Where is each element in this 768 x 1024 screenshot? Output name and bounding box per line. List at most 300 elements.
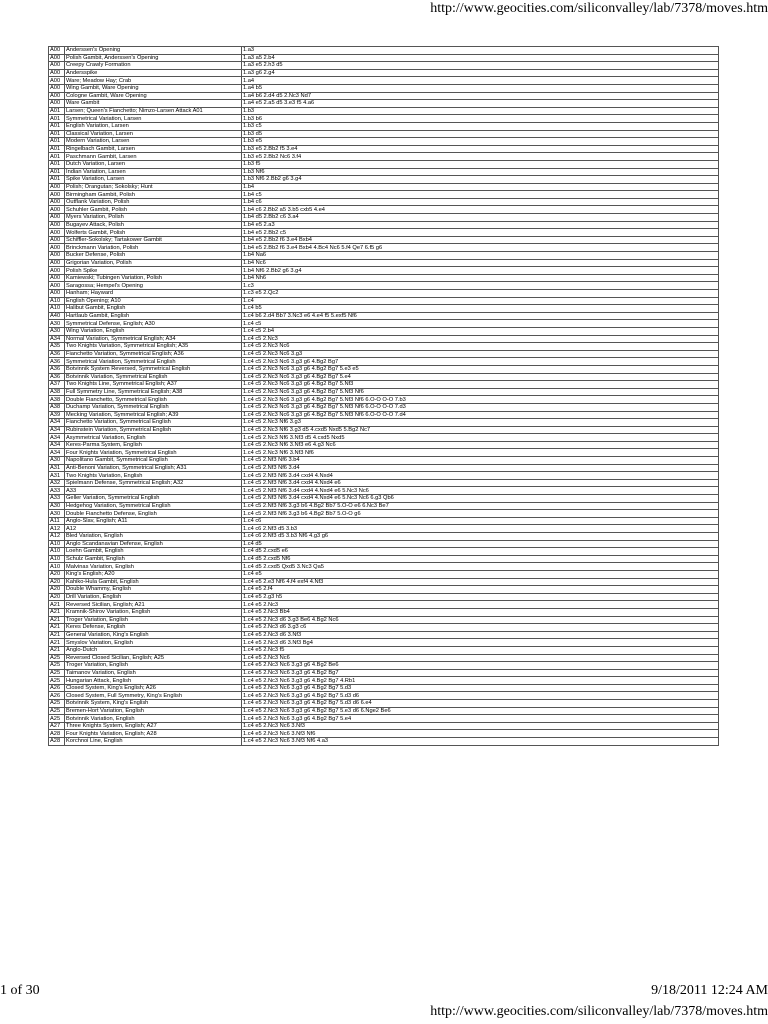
table-row	[49, 434, 719, 442]
moves-cell: 1.b4 d5 2.Bb2 c6 3.a4	[242, 214, 719, 222]
moves-cell: 1.c4 c5 2.Nc3 Nc6 3.g3	[242, 350, 719, 358]
table-row	[49, 327, 719, 335]
table-row	[49, 191, 719, 199]
eco-cell: A25	[49, 654, 65, 662]
eco-cell: A00	[49, 183, 65, 191]
moves-cell: 1.c4 c5 2.Nf3 Nf6 3.d4 cxd4 4.Nxd4 e6 5.Nc3 Nc6	[242, 487, 719, 495]
table-row	[49, 403, 719, 411]
eco-cell: A00	[49, 206, 65, 214]
eco-cell: A00	[49, 191, 65, 199]
opening-name-cell: Symmetrical Variation, Symmetrical English	[65, 358, 242, 366]
moves-cell: 1.c4 c5 2.Nf3 Nf6 3.g3 b6 4.Bg2 Bb7 5.O-O e6 6.Nc3 Be7	[242, 502, 719, 510]
opening-name-cell: Kramnik-Shirov Variation, English	[65, 608, 242, 616]
moves-cell: 1.b4	[242, 183, 719, 191]
table-row	[49, 92, 719, 100]
opening-name-cell: Mecking Variation, Symmetrical English; A39	[65, 411, 242, 419]
table-row	[49, 639, 719, 647]
table-row	[49, 153, 719, 161]
table-row	[49, 669, 719, 677]
opening-name-cell: Grigorian Variation, Polish	[65, 259, 242, 267]
opening-name-cell: English Opening; A10	[65, 297, 242, 305]
eco-cell: A34	[49, 441, 65, 449]
table-row	[49, 646, 719, 654]
table-row	[49, 62, 719, 70]
eco-cell: A34	[49, 335, 65, 343]
table-row	[49, 396, 719, 404]
opening-name-cell: Polish Gambit, Anderssen's Opening	[65, 54, 242, 62]
moves-cell: 1.c4 e5	[242, 570, 719, 578]
eco-cell: A10	[49, 305, 65, 313]
opening-name-cell: Bremen-Hort Variation, English	[65, 707, 242, 715]
opening-name-cell: General Variation, King's English	[65, 631, 242, 639]
moves-cell: 1.c4 c5 2.Nf3 Nf6 3.d4 cxd4 4.Nxd4 e6	[242, 479, 719, 487]
page-number: 1 of 30	[0, 983, 40, 998]
opening-name-cell: Halibut Gambit, English	[65, 305, 242, 313]
table-row	[49, 252, 719, 260]
table-row	[49, 722, 719, 730]
eco-cell: A20	[49, 593, 65, 601]
eco-cell: A01	[49, 115, 65, 123]
moves-cell: 1.c4 c5 2.Nc3 Nc6 3.g3 g6 4.Bg2 Bg7 5.Nf3 Nf6 6.O-O O-O 7.d4	[242, 411, 719, 419]
table-row	[49, 236, 719, 244]
opening-name-cell: Napolitano Gambit, Symmetrical English	[65, 457, 242, 465]
table-row	[49, 84, 719, 92]
table-row	[49, 608, 719, 616]
table-row	[49, 350, 719, 358]
table-row	[49, 320, 719, 328]
table-row	[49, 358, 719, 366]
opening-name-cell: Polish Spike	[65, 267, 242, 275]
table-row	[49, 570, 719, 578]
table-row	[49, 297, 719, 305]
moves-cell: 1.c4 e5 2.Nc3 Nc6 3.g3 g6 4.Bg2 Bg7 5.d3	[242, 684, 719, 692]
table-row	[49, 122, 719, 130]
table-row	[49, 282, 719, 290]
moves-cell: 1.c4 e5 2.Nc3 d6 3.g3 c6	[242, 624, 719, 632]
eco-cell: A21	[49, 601, 65, 609]
eco-cell: A21	[49, 639, 65, 647]
table-row	[49, 593, 719, 601]
opening-name-cell: Indian Variation, Larsen	[65, 168, 242, 176]
table-row	[49, 176, 719, 184]
eco-cell: A33	[49, 487, 65, 495]
moves-cell: 1.c4 e5 2.Nc3 d6 3.g3 Be6 4.Bg2 Nc6	[242, 616, 719, 624]
eco-cell: A38	[49, 403, 65, 411]
moves-cell: 1.b3 Nf6	[242, 168, 719, 176]
moves-cell: 1.c4 e5 2.Nc3 Nc6 3.g3 g6 4.Bg2 Bg7 5.d3 d6 6.e4	[242, 700, 719, 708]
opening-name-cell: Four Knights Variation, Symmetrical English	[65, 449, 242, 457]
table-row	[49, 715, 719, 723]
moves-cell: 1.a3 g6 2.g4	[242, 69, 719, 77]
table-row	[49, 365, 719, 373]
eco-cell: A21	[49, 608, 65, 616]
eco-cell: A01	[49, 145, 65, 153]
opening-name-cell: King's English; A20	[65, 570, 242, 578]
eco-cell: A25	[49, 662, 65, 670]
table-row	[49, 244, 719, 252]
opening-name-cell: Asymmetrical Variation, English	[65, 434, 242, 442]
moves-cell: 1.b3 c5	[242, 122, 719, 130]
table-row	[49, 449, 719, 457]
eco-cell: A01	[49, 160, 65, 168]
table-row	[49, 730, 719, 738]
eco-cell: A00	[49, 100, 65, 108]
eco-cell: A10	[49, 548, 65, 556]
eco-cell: A00	[49, 259, 65, 267]
opening-name-cell: Bled Variation, English	[65, 533, 242, 541]
table-row	[49, 54, 719, 62]
table-row	[49, 464, 719, 472]
moves-cell: 1.b4 e5 2.Bb2 f6 3.e4 Bxb4	[242, 236, 719, 244]
eco-cell: A10	[49, 297, 65, 305]
opening-name-cell: Korchnoi Line, English	[65, 738, 242, 746]
opening-name-cell: A12	[65, 525, 242, 533]
moves-cell: 1.c4 c5 2.b4	[242, 327, 719, 335]
eco-cell: A32	[49, 479, 65, 487]
moves-cell: 1.b3 e5 2.Bb2 Nc6 3.f4	[242, 153, 719, 161]
moves-cell: 1.b4 Nc6	[242, 259, 719, 267]
opening-name-cell: Hanham; Hayward	[65, 290, 242, 298]
eco-cell: A20	[49, 578, 65, 586]
table-row	[49, 312, 719, 320]
eco-cell: A36	[49, 373, 65, 381]
header-url: http://www.geocities.com/siliconvalley/lab/7378/moves.htm	[430, 1, 768, 16]
opening-name-cell: Classical Variation, Larsen	[65, 130, 242, 138]
opening-name-cell: Botvinnik System Reversed, Symmetrical English	[65, 365, 242, 373]
moves-cell: 1.c4 e5 2.Nc3 Nc6 3.g3 g6 4.Bg2 Bg7 5.e3 d6 6.Nge2 Be6	[242, 707, 719, 715]
eco-cell: A00	[49, 244, 65, 252]
eco-cell: A00	[49, 252, 65, 260]
table-row	[49, 662, 719, 670]
opening-name-cell: Outflank Variation, Polish	[65, 198, 242, 206]
table-row	[49, 411, 719, 419]
table-row	[49, 510, 719, 518]
opening-name-cell: Double Whammy, English	[65, 586, 242, 594]
table-row	[49, 335, 719, 343]
table-row	[49, 388, 719, 396]
eco-cell: A31	[49, 472, 65, 480]
opening-name-cell: Dutch Variation, Larsen	[65, 160, 242, 168]
table-row	[49, 502, 719, 510]
eco-cell: A00	[49, 290, 65, 298]
opening-name-cell: Keres-Parma System, English	[65, 441, 242, 449]
eco-cell: A28	[49, 738, 65, 746]
opening-name-cell: Troger Variation, English	[65, 616, 242, 624]
moves-cell: 1.c4 c5 2.Nf3 Nf6 3.b4	[242, 457, 719, 465]
opening-name-cell: Cologne Gambit, Ware Opening	[65, 92, 242, 100]
opening-name-cell: Keres Defense, English	[65, 624, 242, 632]
moves-cell: 1.c4 e5 2.Nc3 Nc6	[242, 654, 719, 662]
eco-cell: A39	[49, 411, 65, 419]
moves-cell: 1.c4 c5 2.Nf3 Nf6 3.d4	[242, 464, 719, 472]
opening-name-cell: Ringelbach Gambit, Larsen	[65, 145, 242, 153]
eco-cell: A25	[49, 700, 65, 708]
eco-cell: A21	[49, 616, 65, 624]
opening-name-cell: A33	[65, 487, 242, 495]
moves-cell: 1.c4 b5	[242, 305, 719, 313]
table-row	[49, 624, 719, 632]
eco-cell: A30	[49, 327, 65, 335]
table-row	[49, 198, 719, 206]
table-row	[49, 487, 719, 495]
moves-cell: 1.b3 e5 2.Bb2 f5 3.e4	[242, 145, 719, 153]
moves-cell: 1.c4 c5 2.Nc3 Nc6 3.g3 g6 4.Bg2 Bg7 5.e4	[242, 373, 719, 381]
opening-name-cell: Fianchetto Variation, Symmetrical English	[65, 419, 242, 427]
moves-cell: 1.c4 d5 2.cxd5 e6	[242, 548, 719, 556]
opening-name-cell: Two Knights Variation, Symmetrical English; A35	[65, 343, 242, 351]
moves-cell: 1.b4 e5 2.Bb2 f6 3.e4 Bxb4 4.Bc4 Nc6 5.f4 Qe7 6.f5 g6	[242, 244, 719, 252]
table-row	[49, 700, 719, 708]
moves-cell: 1.c4 e5 2.Nc3 f5	[242, 646, 719, 654]
eco-cell: A25	[49, 677, 65, 685]
moves-cell: 1.c4 c5 2.Nc3	[242, 335, 719, 343]
opening-name-cell: Botvinnik Variation, English	[65, 715, 242, 723]
opening-name-cell: Spielmann Defense, Symmetrical English; A32	[65, 479, 242, 487]
table-row	[49, 138, 719, 146]
opening-name-cell: Bugayev Attack, Polish	[65, 221, 242, 229]
moves-cell: 1.c4 e5 2.Nc3 Nc6 3.Nf3 Nf6 4.a3	[242, 738, 719, 746]
moves-cell: 1.c4 d5	[242, 540, 719, 548]
opening-name-cell: Drill Variation, English	[65, 593, 242, 601]
opening-name-cell: Two Knights Variation, English	[65, 472, 242, 480]
table-row	[49, 457, 719, 465]
eco-cell: A34	[49, 449, 65, 457]
eco-cell: A20	[49, 586, 65, 594]
moves-cell: 1.c4 c5 2.Nc3 Nc6	[242, 343, 719, 351]
table-row	[49, 145, 719, 153]
eco-cell: A00	[49, 84, 65, 92]
opening-name-cell: Taimanov Variation, English	[65, 669, 242, 677]
opening-name-cell: English Variation, Larsen	[65, 122, 242, 130]
eco-cell: A01	[49, 168, 65, 176]
moves-cell: 1.c4 e5 2.Nc3 Nc6 3.g3 g6 4.Bg2 Bg7	[242, 669, 719, 677]
opening-name-cell: Anglo-Slav, English; A11	[65, 517, 242, 525]
opening-name-cell: Two Knights Line, Symmetrical English; A37	[65, 381, 242, 389]
table-row	[49, 100, 719, 108]
eco-cell: A20	[49, 570, 65, 578]
moves-cell: 1.c4 c5 2.Nf3 Nf6 3.d4 cxd4 4.Nxd4 e6 5.Nc3 Nc6 6.g3 Qb6	[242, 495, 719, 503]
moves-cell: 1.c4 e5 2.Nc3 Nc6 3.g3 g6 4.Bg2 Be6	[242, 662, 719, 670]
moves-cell: 1.a3 a5 2.b4	[242, 54, 719, 62]
table-row	[49, 472, 719, 480]
eco-cell: A34	[49, 426, 65, 434]
moves-cell: 1.c3 e5 2.Qc2	[242, 290, 719, 298]
table-row	[49, 586, 719, 594]
moves-cell: 1.a3	[242, 47, 719, 55]
moves-cell: 1.c4 c5 2.Nc3 Nf6 3.Nf3 Nf6	[242, 449, 719, 457]
table-row	[49, 517, 719, 525]
eco-cell: A00	[49, 236, 65, 244]
eco-cell: A01	[49, 107, 65, 115]
eco-cell: A21	[49, 646, 65, 654]
table-row	[49, 677, 719, 685]
opening-name-cell: Three Knights System, English; A27	[65, 722, 242, 730]
moves-cell: 1.b3 Nf6 2.Bb2 g6 3.g4	[242, 176, 719, 184]
table-row	[49, 115, 719, 123]
eco-cell: A30	[49, 510, 65, 518]
table-row	[49, 168, 719, 176]
opening-name-cell: Andersspike	[65, 69, 242, 77]
opening-name-cell: Hungarian Attack, English	[65, 677, 242, 685]
table-row	[49, 578, 719, 586]
eco-cell: A00	[49, 62, 65, 70]
table-row	[49, 221, 719, 229]
eco-cell: A00	[49, 229, 65, 237]
opening-name-cell: Smyslov Variation, English	[65, 639, 242, 647]
print-date: 9/18/2011 12:24 AM	[651, 983, 768, 998]
moves-cell: 1.b3 e5	[242, 138, 719, 146]
table-row	[49, 290, 719, 298]
moves-cell: 1.c4 c5 2.Nc3 Nf6 3.g3	[242, 419, 719, 427]
eco-cell: A10	[49, 555, 65, 563]
moves-cell: 1.b3 d5	[242, 130, 719, 138]
eco-cell: A00	[49, 54, 65, 62]
table-row	[49, 555, 719, 563]
moves-cell: 1.b4 c6 2.Bb2 a5 3.b5 cxb5 4.e4	[242, 206, 719, 214]
opening-name-cell: Reversed Sicilian, English; A21	[65, 601, 242, 609]
moves-cell: 1.c4 c6	[242, 517, 719, 525]
moves-cell: 1.b4 c5	[242, 191, 719, 199]
table-row	[49, 495, 719, 503]
moves-cell: 1.c4 c5 2.Nc3 Nf6 3.Nf3 d5 4.cxd5 Nxd5	[242, 434, 719, 442]
opening-name-cell: Closed System, Full Symmetry, King's English	[65, 692, 242, 700]
opening-name-cell: Normal Variation, Symmetrical English; A34	[65, 335, 242, 343]
opening-name-cell: Reversed Closed Sicilian, English; A25	[65, 654, 242, 662]
opening-name-cell: Saragossa; Hempel's Opening	[65, 282, 242, 290]
moves-cell: 1.c4 c6 2.Nf3 d5 3.b3 Nf6 4.g3 g6	[242, 533, 719, 541]
moves-cell: 1.b3 b6	[242, 115, 719, 123]
opening-name-cell: Duchamp Variation, Symmetrical English	[65, 403, 242, 411]
table-row	[49, 563, 719, 571]
moves-cell: 1.c4 d5 2.cxd5 Qxd5 3.Nc3 Qa5	[242, 563, 719, 571]
opening-name-cell: Symmetrical Variation, Larsen	[65, 115, 242, 123]
eco-cell: A01	[49, 153, 65, 161]
table-row	[49, 631, 719, 639]
moves-cell: 1.c4 c5 2.Nc3 Nf6 3.Nf3 e6 4.g3 Nc6	[242, 441, 719, 449]
moves-cell: 1.c4 e5 2.Nc3 d6 3.Nf3 Bg4	[242, 639, 719, 647]
opening-name-cell: Wolferts Gambit, Polish	[65, 229, 242, 237]
eco-cell: A25	[49, 669, 65, 677]
opening-name-cell: Full Symmetry Line, Symmetrical English; A38	[65, 388, 242, 396]
table-row	[49, 69, 719, 77]
table-row	[49, 305, 719, 313]
eco-cell: A25	[49, 715, 65, 723]
opening-name-cell: Fianchetto Variation, Symmetrical English; A36	[65, 350, 242, 358]
table-row	[49, 441, 719, 449]
opening-name-cell: Modern Variation, Larsen	[65, 138, 242, 146]
moves-cell: 1.c4 e5 2.e3 Nf6 4.f4 exf4 4.Nf3	[242, 578, 719, 586]
opening-name-cell: Rubinstein Variation, Symmetrical English	[65, 426, 242, 434]
table-row	[49, 160, 719, 168]
eco-cell: A37	[49, 381, 65, 389]
table-row	[49, 654, 719, 662]
eco-cell: A21	[49, 631, 65, 639]
opening-name-cell: Anglo-Dutch	[65, 646, 242, 654]
eco-cell: A01	[49, 138, 65, 146]
eco-cell: A00	[49, 92, 65, 100]
opening-name-cell: Kamiewski; Tubingen Variation, Polish	[65, 274, 242, 282]
table-row	[49, 47, 719, 55]
table-row	[49, 548, 719, 556]
opening-name-cell: Wing Gambit, Ware Opening	[65, 84, 242, 92]
eco-cell: A12	[49, 525, 65, 533]
footer-url: http://www.geocities.com/siliconvalley/lab/7378/moves.htm	[430, 1004, 768, 1019]
opening-name-cell: Polish; Orangutan; Sokolsky; Hunt	[65, 183, 242, 191]
eco-cell: A01	[49, 176, 65, 184]
moves-cell: 1.c4 e5 2.Nc3 Bb4	[242, 608, 719, 616]
moves-cell: 1.c4 e5 2.Nc3 Nc6 3.Nf3	[242, 722, 719, 730]
eco-cell: A30	[49, 320, 65, 328]
table-row	[49, 373, 719, 381]
eco-cell: A36	[49, 350, 65, 358]
moves-cell: 1.c4 e5 2.g3 h5	[242, 593, 719, 601]
moves-cell: 1.b4 e5 2.a3	[242, 221, 719, 229]
eco-cell: A26	[49, 692, 65, 700]
table-row	[49, 419, 719, 427]
moves-cell: 1.c3	[242, 282, 719, 290]
table-row	[49, 426, 719, 434]
opening-name-cell: Anti-Benoni Variation, Symmetrical English; A31	[65, 464, 242, 472]
eco-cell: A12	[49, 533, 65, 541]
opening-name-cell: Creepy Crawly Formation	[65, 62, 242, 70]
eco-cell: A00	[49, 198, 65, 206]
eco-cell: A31	[49, 464, 65, 472]
table-row	[49, 381, 719, 389]
openings-table-body	[49, 47, 719, 746]
opening-name-cell: Brinckmann Variation, Polish	[65, 244, 242, 252]
moves-cell: 1.c4 c5 2.Nf3 Nf6 3.g3 b6 4.Bg2 Bb7 5.O-O g6	[242, 510, 719, 518]
moves-cell: 1.c4 c5 2.Nc3 Nc6 3.g3 g6 4.Bg2 Bg7 5.e3 e5	[242, 365, 719, 373]
eco-cell: A28	[49, 730, 65, 738]
table-row	[49, 267, 719, 275]
moves-cell: 1.c4 c5 2.Nc3 Nc6 3.g3 g6 4.Bg2 Bg7	[242, 358, 719, 366]
opening-name-cell: Ware Gambit	[65, 100, 242, 108]
table-row	[49, 259, 719, 267]
moves-cell: 1.a4 e5 2.a5 d5 3.e3 f5 4.a6	[242, 100, 719, 108]
eco-cell: A36	[49, 358, 65, 366]
opening-name-cell: Bucker Defense, Polish	[65, 252, 242, 260]
eco-cell: A21	[49, 624, 65, 632]
eco-cell: A11	[49, 517, 65, 525]
eco-cell: A00	[49, 221, 65, 229]
table-row	[49, 533, 719, 541]
opening-name-cell: Troger Variation, English	[65, 662, 242, 670]
eco-cell: A36	[49, 365, 65, 373]
moves-cell: 1.b4 c6	[242, 198, 719, 206]
eco-cell: A40	[49, 312, 65, 320]
openings-table	[48, 46, 719, 746]
eco-cell: A00	[49, 214, 65, 222]
moves-cell: 1.c4 e5 2.f4	[242, 586, 719, 594]
table-row	[49, 616, 719, 624]
eco-cell: A00	[49, 47, 65, 55]
moves-cell: 1.c4 c5 2.Nc3 Nc6 3.g3 g6 4.Bg2 Bg7 5.Nf3 Nf6	[242, 388, 719, 396]
eco-cell: A30	[49, 502, 65, 510]
opening-name-cell: Schuhler Gambit, Polish	[65, 206, 242, 214]
opening-name-cell: Birmingham Gambit, Polish	[65, 191, 242, 199]
moves-cell: 1.b3	[242, 107, 719, 115]
moves-cell: 1.b4 e5 2.Bb2 c5	[242, 229, 719, 237]
eco-cell: A10	[49, 563, 65, 571]
eco-cell: A27	[49, 722, 65, 730]
moves-cell: 1.c4 c5 2.Nc3 Nc6 3.g3 g6 4.Bg2 Bg7 5.Nf3	[242, 381, 719, 389]
moves-cell: 1.c4 c5 2.Nc3 Nc6 3.g3 g6 4.Bg2 Bg7 5.Nf3 Nf6 6.O-O O-O 7.d3	[242, 403, 719, 411]
opening-name-cell: Botvinnik Variation, Symmetrical English	[65, 373, 242, 381]
moves-cell: 1.a3 e5 2.h3 d5	[242, 62, 719, 70]
opening-name-cell: Double Fianchetto, Symmetrical English	[65, 396, 242, 404]
table-row	[49, 343, 719, 351]
table-row	[49, 229, 719, 237]
